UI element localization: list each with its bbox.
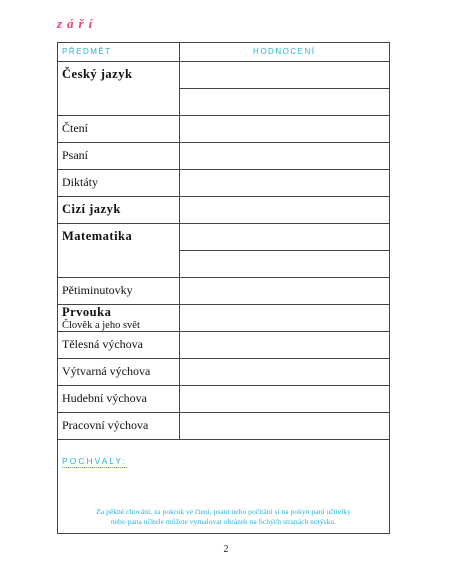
praise-label: POCHVALY: <box>62 456 127 466</box>
subject-dictation: Diktáty <box>58 169 179 196</box>
table-row <box>58 385 389 412</box>
table-row <box>58 223 389 250</box>
table-row <box>58 115 389 142</box>
grade-cell[interactable] <box>179 358 389 385</box>
month-title: září <box>57 16 98 31</box>
table-row <box>58 169 389 196</box>
grade-cell[interactable] <box>179 250 389 277</box>
table-row <box>58 358 389 385</box>
praise-note <box>68 507 379 527</box>
table-header-row <box>58 43 389 61</box>
grade-cell[interactable] <box>179 196 389 223</box>
grade-cell[interactable] <box>179 115 389 142</box>
subject-crafts: Pracovní výchova <box>58 412 179 439</box>
subject-math: Matematika <box>58 223 179 277</box>
subject-column-header: PŘEDMĚT <box>58 43 179 61</box>
subject-prvouka <box>58 304 179 331</box>
grade-cell[interactable] <box>179 88 389 115</box>
subject-pe: Tělesná výchova <box>58 331 179 358</box>
grade-cell[interactable] <box>179 304 389 331</box>
table-row <box>58 412 389 439</box>
table-row <box>58 61 389 88</box>
grade-cell[interactable] <box>179 169 389 196</box>
table-row <box>58 277 389 304</box>
grade-cell[interactable] <box>179 142 389 169</box>
grades-table <box>58 43 389 440</box>
subject-writing: Psaní <box>58 142 179 169</box>
page-number: 2 <box>223 544 229 555</box>
subject-music: Hudební výchova <box>58 385 179 412</box>
subject-quizzes: Pětiminutovky <box>58 277 179 304</box>
subject-art: Výtvarná výchova <box>58 358 179 385</box>
grade-cell[interactable] <box>179 412 389 439</box>
grade-cell[interactable] <box>179 331 389 358</box>
subject-prvouka-note: Člověk a jeho svět <box>62 319 140 331</box>
grade-column-header: HODNOCENÍ <box>179 43 389 61</box>
subject-czech: Český jazyk <box>58 61 179 115</box>
table-row <box>58 142 389 169</box>
subject-reading: Čtení <box>58 115 179 142</box>
grade-cell[interactable] <box>179 385 389 412</box>
grade-cell[interactable] <box>179 223 389 250</box>
table-row <box>58 331 389 358</box>
grade-cell[interactable] <box>179 277 389 304</box>
table-row <box>58 304 389 331</box>
subject-foreign-language: Cizí jazyk <box>58 196 179 223</box>
praise-note-line-2: nebo pana učitele můžete vymalovat obrázek na lichých stranách notýsku. <box>110 517 337 526</box>
grade-cell[interactable] <box>179 61 389 88</box>
praise-note-line-1: Za pěkné chování, za pokrok ve čtení, psaní nebo počítání si na pokyn paní učitelky <box>96 507 351 516</box>
subject-prvouka-label: Prvouka <box>62 304 112 319</box>
grades-sheet <box>57 42 390 534</box>
praise-section[interactable] <box>58 451 389 533</box>
table-row <box>58 196 389 223</box>
